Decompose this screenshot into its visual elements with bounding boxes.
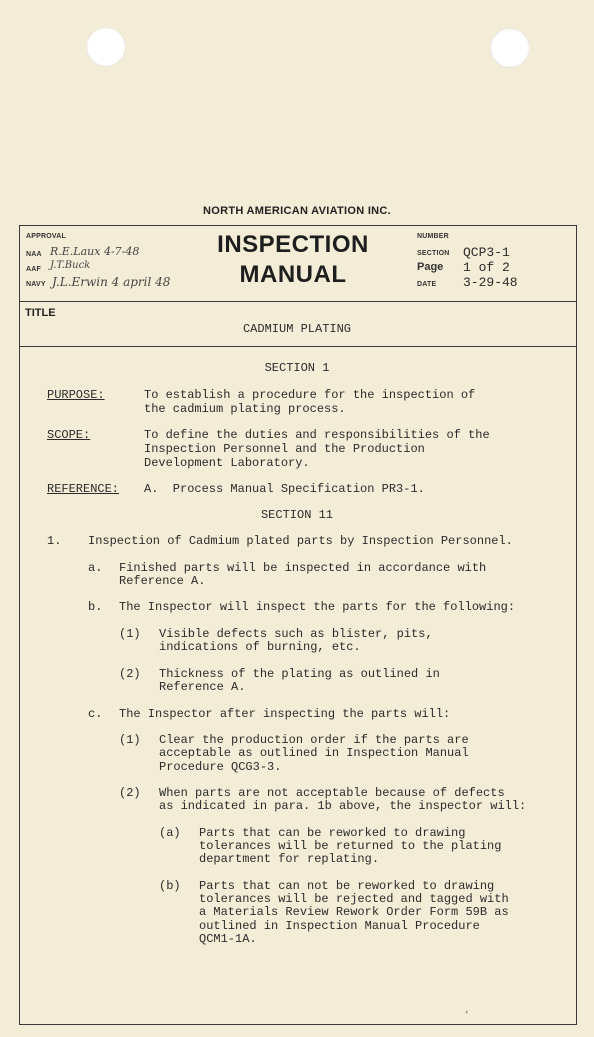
item-1-text: Inspection of Cadmium plated parts by Inspection Personnel.	[88, 534, 513, 548]
item-cb-line-3: a Materials Review Rework Order Form 59B as	[199, 905, 509, 919]
item-c2-line-2: as indicated in para. 1b above, the inspector will:	[159, 799, 527, 813]
section-number: QCP3-1	[463, 245, 510, 260]
binder-hole-right	[490, 28, 530, 68]
scope-line-2: Inspection Personnel and the Production	[144, 442, 425, 456]
binder-hole-left	[86, 27, 126, 67]
navy-signature: J.L.Erwin 4 april 48	[52, 275, 171, 289]
item-c1-line-1: Clear the production order if the parts are	[159, 733, 469, 747]
document-title: CADMIUM PLATING	[242, 322, 352, 336]
item-cb-line-1: Parts that can not be reworked to drawing	[199, 879, 495, 893]
scope-line-1: To define the duties and responsibilities of the	[144, 428, 490, 442]
scope-line-3: Development Laboratory.	[144, 456, 310, 470]
item-ca-line-2: tolerances will be returned to the plating	[199, 839, 502, 853]
naa-signature: R.E.Laux 4-7-48	[50, 245, 140, 258]
item-b1-line-1: Visible defects such as blister, pits,	[159, 627, 433, 641]
company-name: NORTH AMERICAN AVIATION INC.	[202, 205, 392, 217]
item-cb-number: (b)	[159, 879, 181, 893]
item-cb-line-2: tolerances will be rejected and tagged with	[199, 892, 509, 906]
naa-label: NAA	[26, 251, 42, 258]
item-cb-line-5: QCM1-1A.	[199, 932, 257, 946]
reference-label: REFERENCE:	[47, 482, 120, 496]
aaf-signature: J.T.Buck	[50, 260, 91, 271]
section-1-heading: SECTION 1	[264, 361, 330, 375]
navy-label: NAVY	[26, 281, 46, 288]
purpose-label: PURPOSE:	[47, 388, 105, 402]
item-c2-number: (2)	[119, 786, 141, 800]
item-b2-number: (2)	[119, 667, 141, 681]
item-ca-line-3: department for replating.	[199, 852, 380, 866]
item-a-line-1: Finished parts will be inspected in accordance with	[119, 561, 487, 575]
item-b-number: b.	[88, 600, 103, 614]
item-a-line-2: Reference A.	[119, 574, 206, 588]
number-label: NUMBER	[417, 233, 449, 240]
item-c1-number: (1)	[119, 733, 141, 747]
item-c-number: c.	[88, 707, 103, 721]
title-divider	[19, 346, 577, 347]
page-number: 1 of 2	[463, 260, 510, 275]
manual-title-line2: MANUAL	[239, 261, 347, 288]
item-c1-line-3: Procedure QCG3-3.	[159, 760, 282, 774]
section-11-heading: SECTION 11	[260, 508, 333, 522]
date-label: DATE	[417, 281, 437, 288]
page-label: Page	[417, 261, 444, 273]
item-b-line-1: The Inspector will inspect the parts for the following:	[119, 600, 516, 614]
purpose-line-2: the cadmium plating process.	[144, 402, 346, 416]
item-b2-line-2: Reference A.	[159, 680, 246, 694]
item-c-line-1: The Inspector after inspecting the parts will:	[119, 707, 451, 721]
item-b2-line-1: Thickness of the plating as outlined in	[159, 667, 440, 681]
section-label: SECTION	[417, 250, 450, 257]
item-c1-line-2: acceptable as outlined in Inspection Manual	[159, 746, 469, 760]
manual-title-line1: INSPECTION	[217, 231, 369, 258]
page-speck: ‘	[464, 1010, 470, 1020]
item-ca-line-1: Parts that can be reworked to drawing	[199, 826, 466, 840]
item-c2-line-1: When parts are not acceptable because of defects	[159, 786, 505, 800]
approval-label: APPROVAL	[26, 233, 66, 240]
reference-text: A. Process Manual Specification PR3-1.	[144, 482, 425, 496]
item-cb-line-4: outlined in Inspection Manual Procedure	[199, 919, 480, 933]
item-b1-line-2: indications of burning, etc.	[159, 640, 361, 654]
header-divider	[19, 301, 577, 302]
item-1-number: 1.	[47, 534, 62, 548]
date-value: 3-29-48	[463, 275, 518, 290]
item-ca-number: (a)	[159, 826, 181, 840]
scope-label: SCOPE:	[47, 428, 91, 442]
purpose-line-1: To establish a procedure for the inspection of	[144, 388, 476, 402]
aaf-label: AAF	[26, 266, 41, 273]
title-label: TITLE	[25, 307, 56, 319]
item-a-number: a.	[88, 561, 103, 575]
item-b1-number: (1)	[119, 627, 141, 641]
